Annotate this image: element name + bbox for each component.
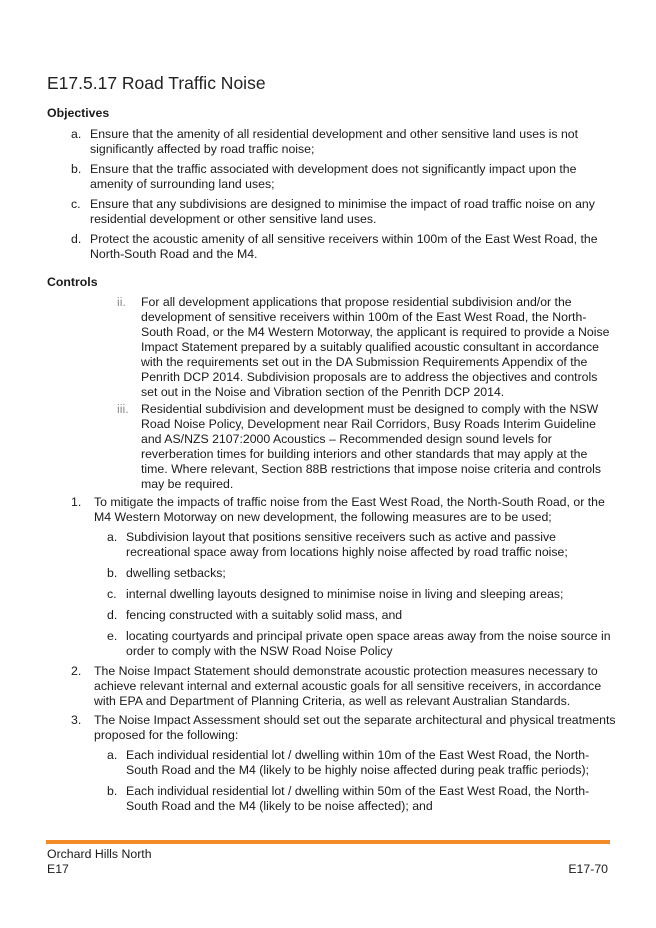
list-marker: iii.: [117, 402, 129, 416]
text-line: To mitigate the impacts of traffic noise from the East West Road, the North-South Road, or the: [94, 495, 605, 509]
text-line: residential development or other sensitive land uses.: [90, 212, 377, 226]
text-line: Each individual residential lot / dwelling within 10m of the East West Road, the North-: [126, 748, 590, 762]
control-item: [71, 495, 610, 525]
list-marker: c.: [107, 587, 117, 601]
roman-item: [117, 295, 610, 400]
text-line: achieve relevant internal and external acoustic goals for all sensitive receivers, in accordance: [94, 679, 602, 693]
text-line: and AS/NZS 2107:2000 Acoustics – Recommended design sound levels for: [141, 432, 552, 446]
text-line: Penrith DCP 2014. Subdivision proposals are to address the objectives and controls: [141, 370, 598, 384]
list-text: [141, 402, 601, 492]
text-line: Road Noise Policy, Development near Rail Corridors, Busy Roads Interim Guideline: [141, 417, 596, 431]
text-line: order to comply with the NSW Road Noise Policy: [126, 644, 393, 658]
footer-rule: [46, 840, 610, 844]
text-line: proposed for the following:: [94, 728, 239, 742]
control-sub-item: [107, 530, 610, 560]
text-line: Protect the acoustic amenity of all sensitive receivers within 100m of the East West Road, the: [90, 232, 598, 246]
text-line: significantly affected by road traffic noise;: [90, 142, 315, 156]
text-line: North-South Road and the M4.: [90, 247, 258, 261]
list-marker: 1.: [71, 495, 82, 509]
text-line: Each individual residential lot / dwelling within 50m of the East West Road, the North-: [126, 784, 590, 798]
list-marker: b.: [107, 784, 118, 798]
list-text: [94, 495, 605, 525]
objective-item: [71, 232, 610, 262]
control-sub-item: [107, 608, 610, 623]
list-marker: 2.: [71, 664, 82, 678]
control-sub-item: [107, 748, 610, 778]
list-marker: b.: [107, 566, 118, 580]
text-line: Residential subdivision and development must be designed to comply with the NSW: [141, 402, 599, 416]
list-marker: a.: [107, 748, 118, 762]
control-sub-item: [107, 587, 610, 602]
list-text: [126, 748, 589, 778]
roman-item: [117, 402, 610, 492]
text-line: with EPA and Department of Planning Criteria, as well as relevant Australian Standards.: [94, 694, 571, 708]
control-sub-item: [107, 629, 610, 659]
text-line: Ensure that the amenity of all residential development and other sensitive land uses is not: [90, 127, 579, 141]
list-text: [90, 162, 576, 192]
text-line: South Road and the M4 (likely to be noise affected); and: [126, 799, 433, 813]
text-line: set out in the Noise and Vibration section of the Penrith DCP 2014.: [141, 385, 505, 399]
text-line: M4 Western Motorway on new development, the following measures are to be used;: [94, 510, 552, 524]
list-text: [126, 608, 402, 623]
list-marker: b.: [71, 162, 82, 176]
control-item: [71, 664, 610, 709]
text-line: The Noise Impact Assessment should set out the separate architectural and physical treatments: [94, 713, 616, 727]
text-line: recreational space away from locations highly noise affected by road traffic noise;: [126, 545, 568, 559]
controls-heading: Controls: [47, 275, 98, 289]
list-text: [141, 295, 609, 400]
text-line: amenity of surrounding land uses;: [90, 177, 275, 191]
text-line: fencing constructed with a suitably solid mass, and: [126, 608, 403, 622]
list-marker: 3.: [71, 713, 82, 727]
text-line: Impact Statement prepared by a suitably qualified acoustic consultant in accordance: [141, 340, 599, 354]
text-line: Subdivision layout that positions sensitive receivers such as active and passive: [126, 530, 556, 544]
list-text: [90, 127, 578, 157]
list-marker: a.: [107, 530, 118, 544]
section-title: E17.5.17 Road Traffic Noise: [47, 73, 266, 93]
text-line: South Road, or the M4 Western Motorway, the applicant is required to provide a Noise: [141, 325, 610, 339]
footer-document-name: Orchard Hills North: [47, 847, 152, 861]
text-line: The Noise Impact Statement should demonstrate acoustic protection measures necessary to: [94, 664, 598, 678]
list-marker: ii.: [117, 295, 126, 309]
objective-item: [71, 197, 610, 227]
text-line: Ensure that the traffic associated with development does not significantly impact upon the: [90, 162, 577, 176]
list-marker: c.: [71, 197, 81, 211]
text-line: development of sensitive receivers within 100m of the East West Road, the North-: [141, 310, 587, 324]
list-text: [126, 629, 611, 659]
list-text: [126, 566, 226, 581]
list-text: [94, 713, 616, 743]
control-sub-item: [107, 784, 610, 814]
text-line: South Road and the M4 (likely to be highly noise affected during peak traffic periods);: [126, 763, 590, 777]
control-item: [71, 713, 616, 743]
text-line: with the requirements set out in the DA Submission Requirements Appendix of the: [141, 355, 588, 369]
text-line: time. Where relevant, Section 88B restrictions that impose noise criteria and controls: [141, 462, 601, 476]
text-line: internal dwelling layouts designed to minimise noise in living and sleeping areas;: [126, 587, 564, 601]
text-line: For all development applications that propose residential subdivision and/or the: [141, 295, 572, 309]
list-text: [126, 784, 589, 814]
text-line: dwelling setbacks;: [126, 566, 226, 580]
text-line: reverberation times for building interiors and other standards that may apply at the: [141, 447, 588, 461]
objective-item: [71, 162, 610, 192]
list-marker: d.: [71, 232, 82, 246]
text-line: locating courtyards and principal private open space areas away from the noise source in: [126, 629, 611, 643]
list-text: [90, 232, 598, 262]
objective-item: [71, 127, 610, 157]
list-text: [94, 664, 601, 709]
footer-page-number: E17-70: [568, 862, 608, 876]
list-marker: e.: [107, 629, 118, 643]
list-marker: d.: [107, 608, 118, 622]
list-marker: a.: [71, 127, 82, 141]
footer-section-code: E17: [47, 862, 69, 876]
list-text: [126, 587, 563, 602]
text-line: may be required.: [141, 477, 234, 491]
objectives-heading: Objectives: [47, 106, 110, 120]
text-line: Ensure that any subdivisions are designed to minimise the impact of road traffic noise on any: [90, 197, 595, 211]
list-text: [126, 530, 568, 560]
control-sub-item: [107, 566, 610, 581]
list-text: [90, 197, 595, 227]
